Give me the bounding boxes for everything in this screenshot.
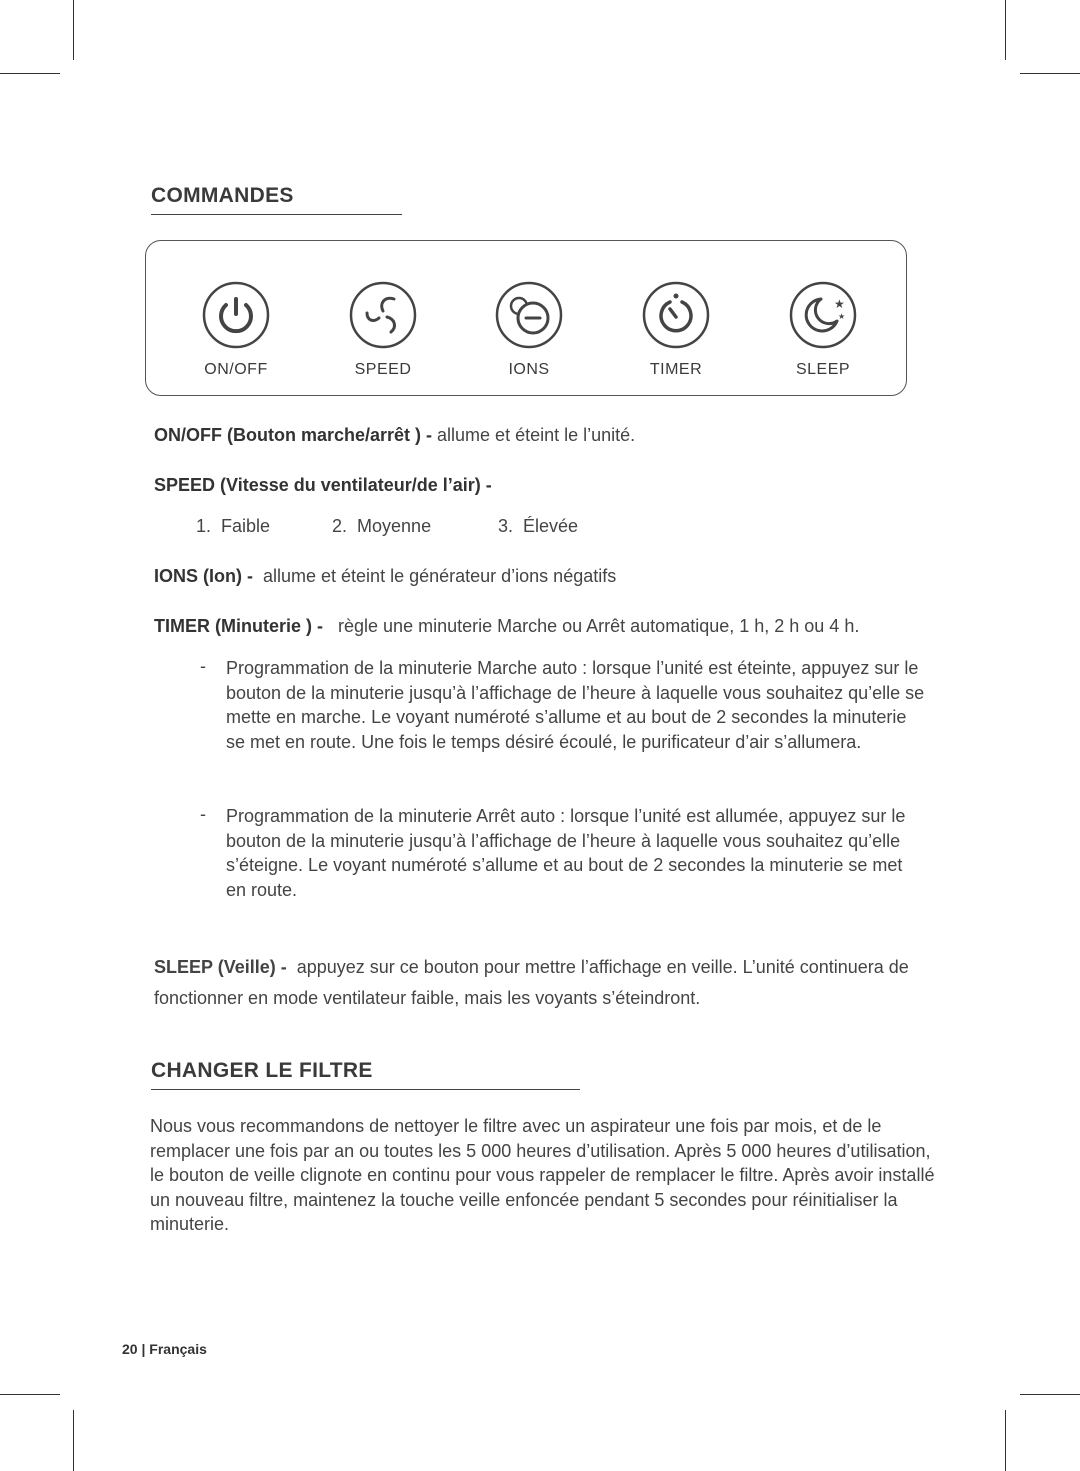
power-icon bbox=[202, 281, 270, 349]
footer-language: Français bbox=[149, 1341, 207, 1357]
footer-separator: | bbox=[137, 1341, 150, 1357]
timer-auto-off-paragraph: Programmation de la minuterie Arrêt auto : lorsque l’unité est allumée, appuyez sur le bouton de la minuterie jusqu’à l’affichage de l’heure à laquelle vous souhaitez qu’elle s’éteigne. Le voyant numéroté s’allume et au bout de 2 secondes la minuterie se met en route. bbox=[226, 806, 906, 900]
svg-text:★: ★ bbox=[834, 297, 845, 311]
bullet-dash: - bbox=[200, 804, 206, 824]
term-timer: TIMER (Minuterie ) - bbox=[154, 616, 328, 636]
control-onoff bbox=[176, 281, 296, 379]
control-label: ON/OFF bbox=[204, 361, 268, 378]
speed-level-label: Moyenne bbox=[357, 516, 432, 536]
control-label: SLEEP bbox=[795, 361, 851, 378]
crop-mark bbox=[73, 0, 74, 60]
speed-level bbox=[196, 516, 270, 537]
control-label: TIMER bbox=[649, 361, 703, 378]
ions-description bbox=[154, 566, 616, 587]
control-timer bbox=[616, 281, 736, 379]
control-label: SPEED bbox=[354, 361, 412, 378]
onoff-description bbox=[154, 425, 635, 446]
term-sleep: SLEEP (Veille) - bbox=[154, 957, 292, 977]
moon-stars-icon bbox=[789, 281, 857, 349]
crop-mark bbox=[1020, 73, 1080, 74]
sleep-description bbox=[154, 952, 954, 1014]
term-onoff: ON/OFF (Bouton marche/arrêt ) - bbox=[154, 425, 438, 445]
crop-mark bbox=[0, 73, 60, 74]
control-speed bbox=[323, 281, 443, 379]
timer-description bbox=[154, 616, 859, 637]
desc-timer: règle une minuterie Marche ou Arrêt automatique, 1 h, 2 h ou 4 h. bbox=[338, 616, 860, 636]
speed-level bbox=[332, 516, 431, 537]
filter-paragraph: Nous vous recommandons de nettoyer le filtre avec un aspirateur une fois par mois, et de le remplacer une fois par an ou toutes les 5 000 heures d’utilisation. Après 5 000 heures d’utilisation, le bouton de veille clignote en continu pour vous rappeler de remplacer le filtre. Après avoir installé un nouveau filtre, maintenez la touche veille enfoncée pendant 5 secondes pour réinitialiser la minuterie. bbox=[150, 1116, 935, 1234]
crop-mark bbox=[1020, 1394, 1080, 1395]
crop-mark bbox=[0, 1394, 60, 1395]
section-heading-commands: COMMANDES bbox=[151, 184, 294, 207]
desc-ions: allume et éteint le générateur d’ions négatifs bbox=[263, 566, 617, 586]
timer-auto-on-paragraph: Programmation de la minuterie Marche auto : lorsque l’unité est éteinte, appuyez sur le bouton de la minuterie jusqu’à l’affichage de l’heure à laquelle vous souhaitez qu’elle se mette en marche. Le voyant numéroté s’allume et au bout de 2 secondes la minuterie se met en route. Une fois le temps désiré écoulé, le purificateur d’air s’allumera. bbox=[226, 658, 925, 752]
crop-mark bbox=[1005, 0, 1006, 60]
term-speed: SPEED (Vitesse du ventilateur/de l’air) - bbox=[154, 475, 492, 495]
speed-level bbox=[498, 516, 578, 537]
fan-speed-icon bbox=[349, 281, 417, 349]
desc-onoff: allume et éteint le l’unité. bbox=[437, 425, 636, 445]
control-sleep bbox=[763, 281, 883, 379]
bullet-dash: - bbox=[200, 656, 206, 676]
speed-level-label: Faible bbox=[221, 516, 271, 536]
control-label: IONS bbox=[508, 361, 550, 378]
speed-level-number: 1. bbox=[196, 516, 212, 536]
crop-mark bbox=[73, 1410, 74, 1471]
control-panel bbox=[145, 240, 907, 396]
heading-rule bbox=[151, 214, 402, 215]
heading-rule bbox=[151, 1089, 580, 1090]
page-number: 20 bbox=[122, 1341, 138, 1357]
timer-icon bbox=[642, 281, 710, 349]
term-ions: IONS (Ion) - bbox=[154, 566, 258, 586]
control-ions bbox=[469, 281, 589, 379]
speed-level-number: 2. bbox=[332, 516, 348, 536]
svg-text:★: ★ bbox=[838, 312, 846, 321]
speed-level-label: Élevée bbox=[523, 516, 579, 536]
ions-icon bbox=[495, 281, 563, 349]
speed-description bbox=[154, 475, 492, 496]
desc-sleep: appuyez sur ce bouton pour mettre l’affichage en veille. L’unité continuera de fonctionner en mode ventilateur faible, mais les voyants s’éteindront. bbox=[154, 957, 909, 1008]
section-heading-filter: CHANGER LE FILTRE bbox=[151, 1059, 373, 1082]
speed-level-number: 3. bbox=[498, 516, 514, 536]
crop-mark bbox=[1005, 1410, 1006, 1471]
page-footer bbox=[122, 1341, 207, 1357]
